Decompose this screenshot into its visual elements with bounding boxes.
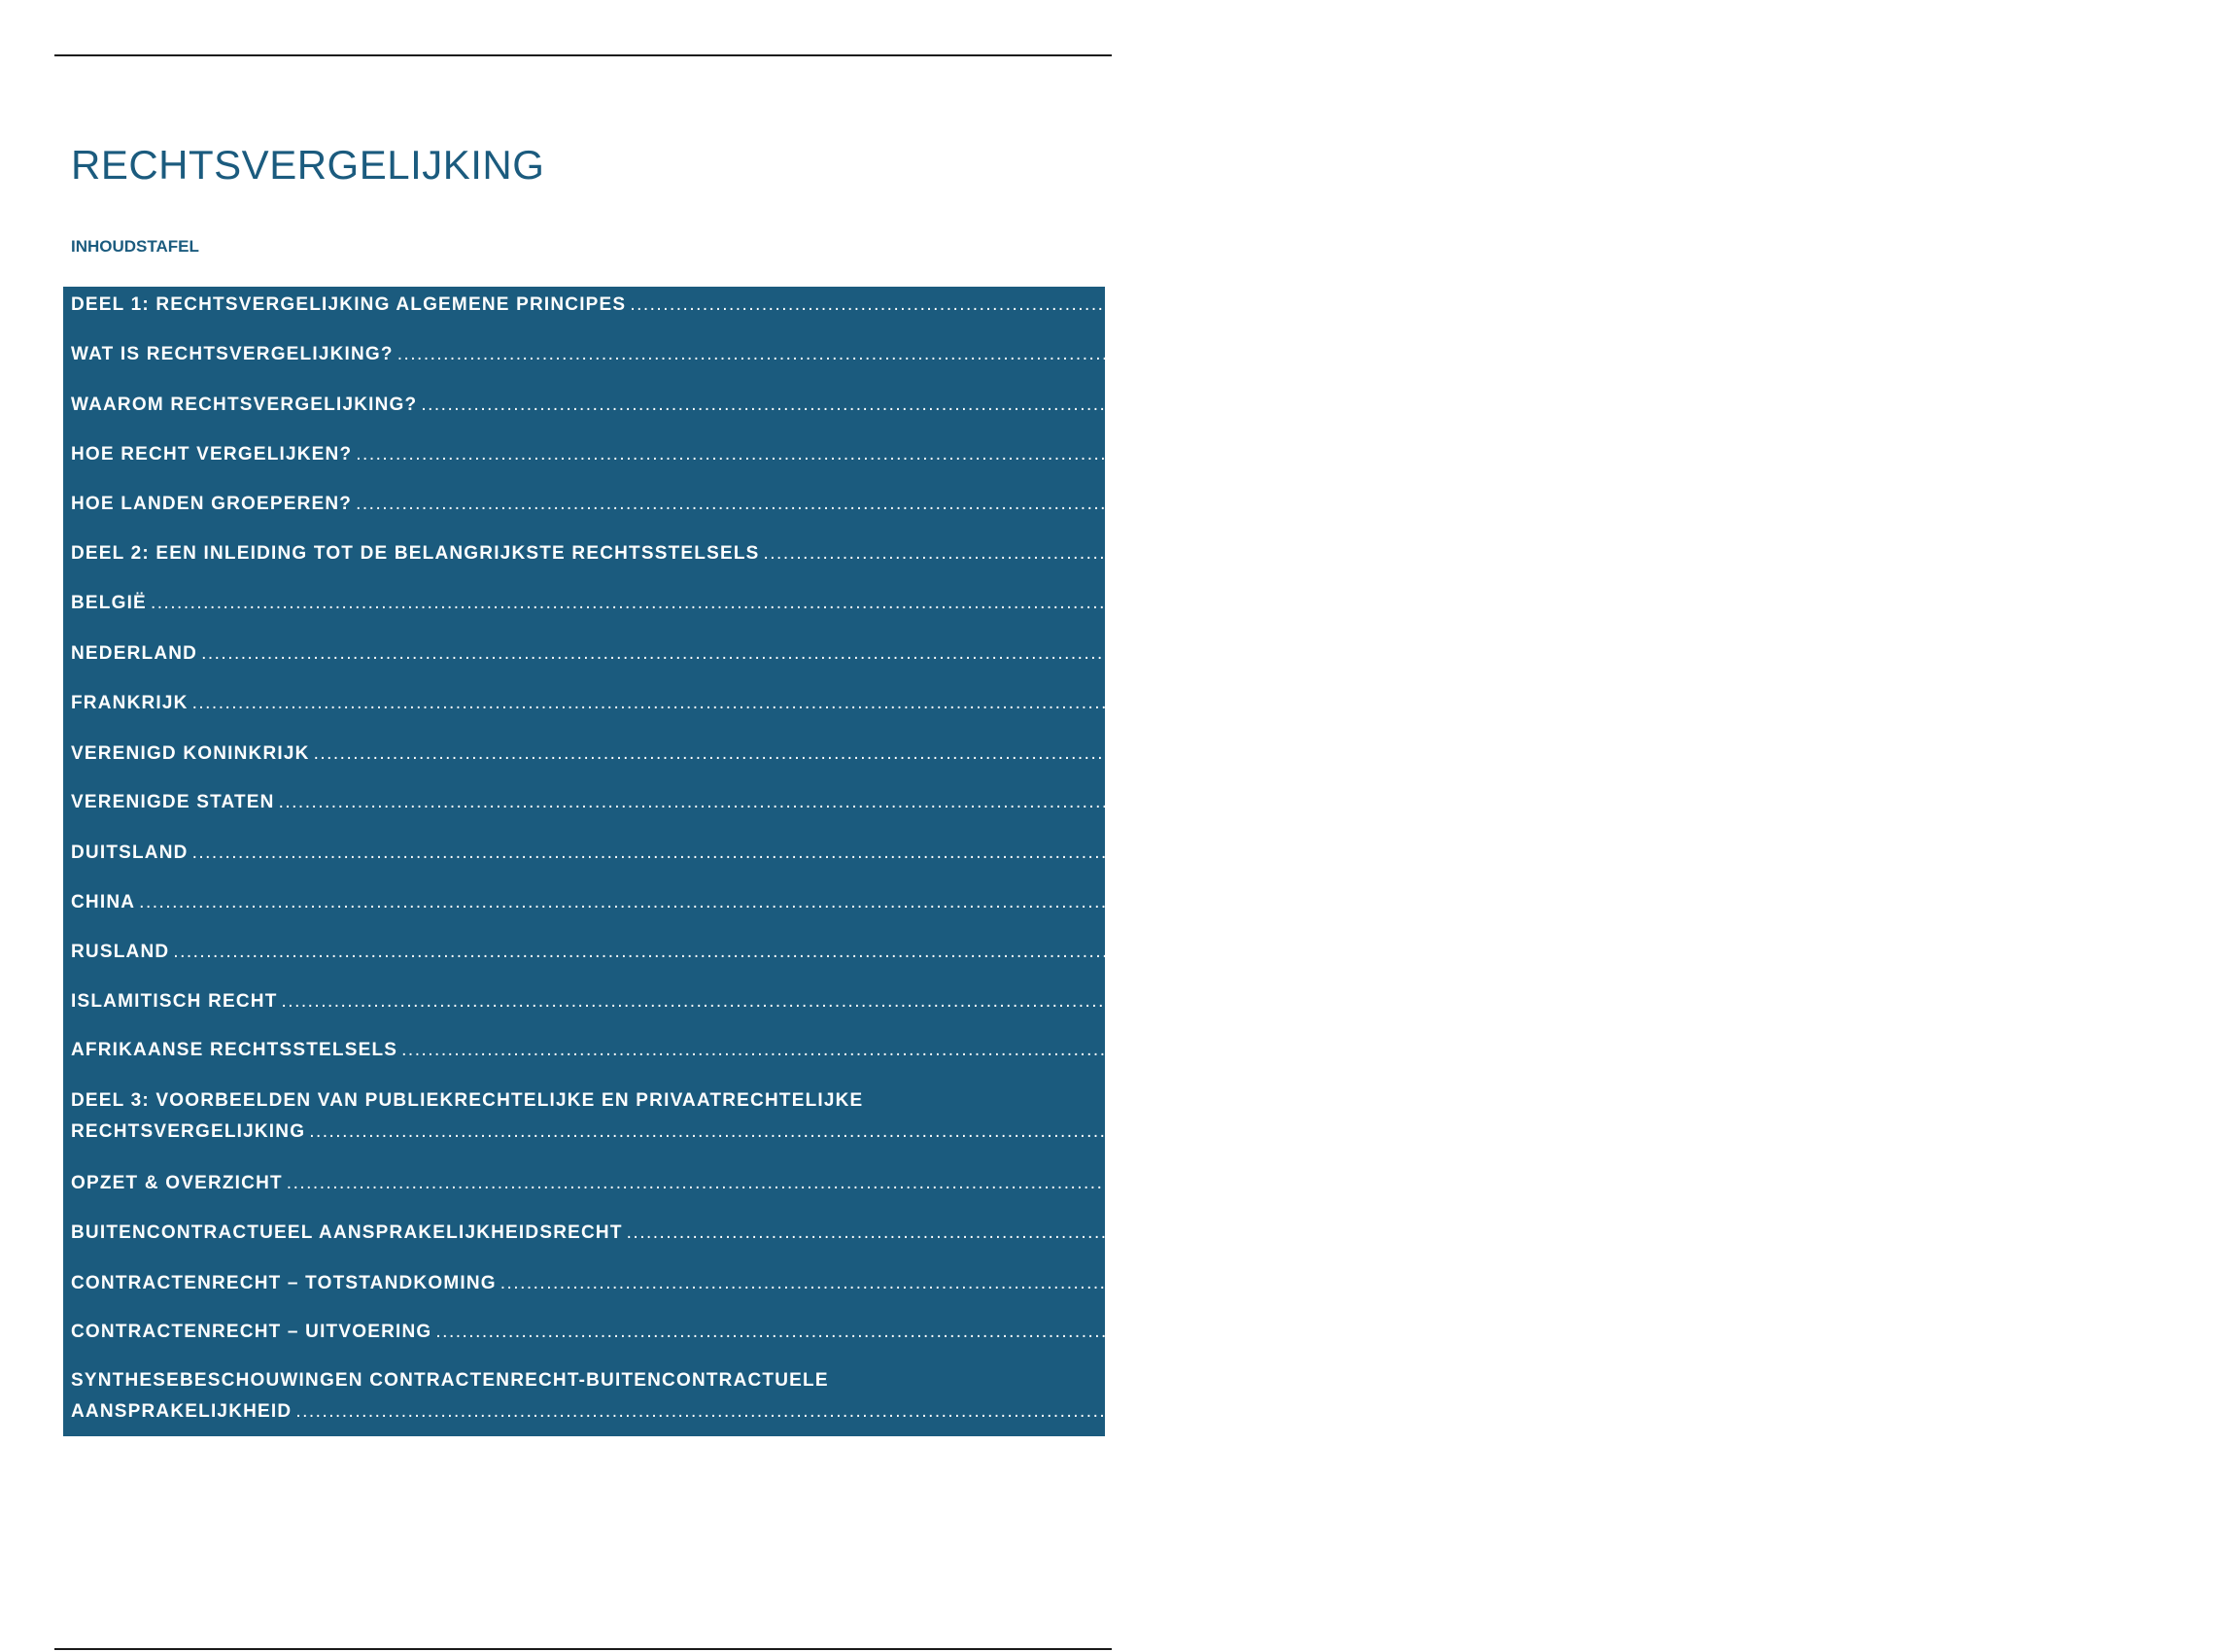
toc-entry-page-number: 100 — [1748, 1401, 1783, 1422]
toc-leader-dots: ............................................................................................................................................................................................................................ — [191, 693, 1641, 713]
toc-entry[interactable] — [71, 293, 2095, 317]
toc-leader-dots: ............................................................................................................................................................................................................................ — [139, 892, 1589, 912]
toc-entry-page-number: 36 — [1766, 743, 1790, 764]
toc-entry-label: DUITSLAND — [71, 843, 189, 863]
toc-entry-page-number: 4 — [1874, 395, 1886, 415]
toc-leader-dots: ............................................................................................................................................................................................................................ — [201, 643, 1651, 664]
toc-entry[interactable] — [71, 791, 1755, 814]
toc-entry[interactable] — [71, 1272, 1977, 1295]
toc-entry-page-number: 14 — [2216, 543, 2239, 564]
document-title: RECHTSVERGELIJKING — [71, 142, 545, 188]
toc-entry-label: HOE LANDEN GROEPEREN? — [71, 494, 353, 514]
toc-leader-dots: ............................................................................................................................................................................................................................ — [191, 843, 1641, 863]
toc-leader-dots: ............................................................................................................................................................................................................................ — [630, 294, 2080, 315]
toc-entry-page-number: 1 — [1850, 344, 1862, 364]
toc-entry[interactable] — [71, 394, 1886, 417]
toc-leader-dots: ............................................................................................................................................................................................................................ — [173, 942, 1623, 962]
toc-entry-page-number: 98 — [1888, 1322, 1912, 1342]
table-of-contents — [63, 287, 2239, 1436]
toc-entry-page-number: 6 — [1808, 444, 1821, 465]
toc-entry[interactable] — [71, 443, 1821, 466]
toc-entry[interactable] — [71, 990, 1758, 1014]
toc-entry-label: AANSPRAKELIJKHEID — [71, 1401, 293, 1422]
toc-entry[interactable] — [71, 891, 1616, 914]
toc-entry-label: CHINA — [71, 892, 136, 912]
toc-entry[interactable] — [71, 493, 1833, 516]
toc-leader-dots: ............................................................................................................................................................................................................................ — [309, 1121, 1759, 1142]
toc-entry-page-number: 86 — [1854, 1040, 1878, 1060]
toc-entry-page-number: 96 — [1953, 1273, 1977, 1293]
toc-entry-page-number: 91 — [1762, 1121, 1786, 1142]
toc-entry-page-number: 46 — [1731, 792, 1755, 812]
toc-entry[interactable] — [71, 642, 1677, 666]
toc-entry-label: CONTRACTENRECHT – TOTSTANDKOMING — [71, 1273, 497, 1293]
toc-entry-label-line1: DEEL 3: VOORBEELDEN VAN PUBLIEKRECHTELIJKE EN PRIVAATRECHTELIJKE — [71, 1090, 864, 1111]
toc-entry[interactable] — [71, 742, 1790, 766]
toc-leader-dots: ............................................................................................................................................................................................................................ — [396, 344, 1847, 364]
toc-leader-dots: ............................................................................................................................................................................................................................ — [401, 1040, 1851, 1060]
toc-entry-page-number: 72 — [1626, 942, 1650, 962]
toc-entry[interactable] — [71, 1039, 1878, 1062]
toc-leader-dots: ............................................................................................................................................................................................................................ — [421, 395, 1871, 415]
toc-entry-label: WAAROM RECHTSVERGELIJKING? — [71, 395, 418, 415]
toc-leader-dots: ............................................................................................................................................................................................................................ — [763, 543, 2213, 564]
toc-leader-dots: ............................................................................................................................................................................................................................ — [626, 1222, 2076, 1243]
toc-entry-page-number: 56 — [1644, 843, 1669, 863]
toc-entry-label: BELGIË — [71, 593, 147, 613]
toc-entry-label: VERENIGDE STATEN — [71, 792, 275, 812]
toc-entry-label: RECHTSVERGELIJKING — [71, 1121, 306, 1142]
toc-leader-dots: ............................................................................................................................................................................................................................ — [356, 444, 1806, 465]
top-rule — [54, 54, 1112, 56]
toc-entry[interactable] — [71, 1172, 1763, 1195]
toc-entry[interactable] — [71, 1222, 2103, 1245]
toc-entry-label: DEEL 1: RECHTSVERGELIJKING ALGEMENE PRINCIPES — [71, 294, 627, 315]
toc-leader-dots: ............................................................................................................................................................................................................................ — [150, 593, 1601, 613]
toc-entry[interactable] — [71, 941, 1650, 964]
toc-entry-label: HOE RECHT VERGELIJKEN? — [71, 444, 353, 465]
toc-leader-dots: ............................................................................................................................................................................................................................ — [286, 1173, 1737, 1193]
toc-entry-label: AFRIKAANSE RECHTSSTELSELS — [71, 1040, 398, 1060]
bottom-rule — [54, 1648, 1112, 1650]
toc-entry-page-number: 91 — [1740, 1173, 1763, 1193]
toc-entry-label-line1: SYNTHESEBESCHOUWINGEN CONTRACTENRECHT-BUITENCONTRACTUELE — [71, 1370, 829, 1391]
toc-heading: INHOUDSTAFEL — [71, 237, 199, 256]
toc-entry-label: DEEL 2: EEN INLEIDING TOT DE BELANGRIJKSTE RECHTSSTELSELS — [71, 543, 760, 564]
toc-entry-page-number: 19 — [1654, 643, 1677, 664]
toc-leader-dots: ............................................................................................................................................................................................................................ — [295, 1401, 1745, 1422]
toc-entry-page-number: 91 — [2080, 1222, 2103, 1243]
toc-entry-label: VERENIGD KONINKRIJK — [71, 743, 310, 764]
toc-leader-dots: ............................................................................................................................................................................................................................ — [313, 743, 1763, 764]
toc-entry[interactable] — [71, 542, 2239, 566]
toc-leader-dots: ............................................................................................................................................................................................................................ — [435, 1322, 1885, 1342]
toc-entry-label: ISLAMITISCH RECHT — [71, 991, 278, 1012]
toc-entry-label: WAT IS RECHTSVERGELIJKING? — [71, 344, 394, 364]
toc-entry-label: BUITENCONTRACTUEEL AANSPRAKELIJKHEIDSRECHT — [71, 1222, 623, 1243]
toc-entry[interactable] — [71, 592, 1627, 615]
toc-entry[interactable] — [71, 343, 1862, 366]
toc-entry-page-number: 63 — [1592, 892, 1616, 912]
toc-entry-label: OPZET & OVERZICHT — [71, 1173, 283, 1193]
toc-leader-dots: ............................................................................................................................................................................................................................ — [356, 494, 1806, 514]
toc-leader-dots: ............................................................................................................................................................................................................................ — [499, 1273, 1950, 1293]
toc-entry[interactable] — [71, 1369, 1783, 1424]
toc-entry-page-number: 14 — [1603, 593, 1627, 613]
toc-entry-label: NEDERLAND — [71, 643, 198, 664]
toc-leader-dots: ............................................................................................................................................................................................................................ — [278, 792, 1728, 812]
toc-entry[interactable] — [71, 1089, 1786, 1144]
toc-entry-label: RUSLAND — [71, 942, 170, 962]
toc-entry[interactable] — [71, 842, 1669, 865]
toc-entry[interactable] — [71, 692, 1669, 715]
toc-entry-page-number: 10 — [1808, 494, 1833, 514]
toc-entry[interactable] — [71, 1321, 1912, 1344]
toc-entry-page-number: 26 — [1644, 693, 1669, 713]
toc-entry-page-number: 1 — [2083, 294, 2095, 315]
toc-leader-dots: ............................................................................................................................................................................................................................ — [281, 991, 1731, 1012]
toc-entry-label: CONTRACTENRECHT – UITVOERING — [71, 1322, 432, 1342]
toc-entry-page-number: 79 — [1734, 991, 1758, 1012]
toc-entry-label: FRANKRIJK — [71, 693, 189, 713]
